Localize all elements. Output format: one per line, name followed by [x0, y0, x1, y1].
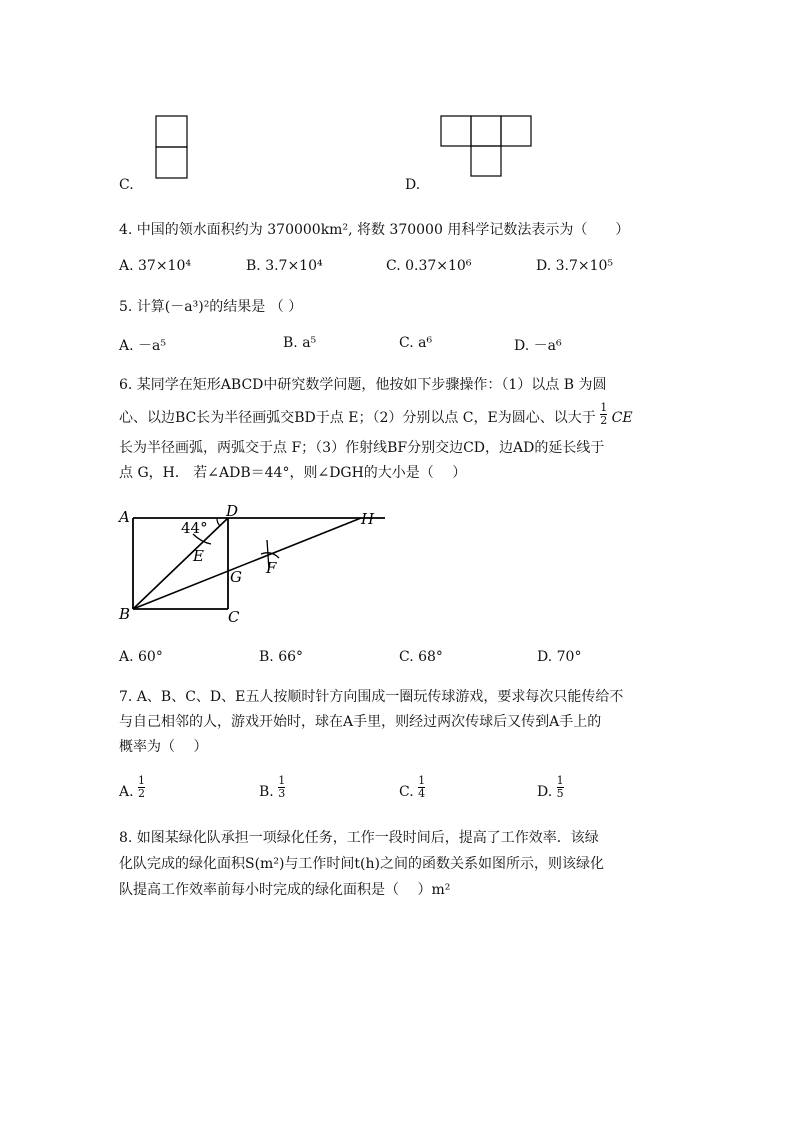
q3-option-c-figure: [155, 115, 189, 181]
q6-label-a: A: [119, 508, 130, 526]
q4-stem: 4. 中国的领水面积约为 370000km², 将数 370000 用科学记数法表示为（ ）: [119, 222, 630, 238]
q5-option-a: A. －a⁵: [119, 338, 166, 354]
q7-option-a: [119, 775, 145, 800]
q7-option-c-fraction: [418, 775, 425, 800]
q6-option-c: C. 68°: [399, 649, 443, 665]
q7-option-a-label: A.: [119, 784, 134, 800]
q4-option-b: B. 3.7×10⁴: [246, 258, 323, 274]
q4-option-d: D. 3.7×10⁵: [536, 258, 614, 274]
q7-option-d: [537, 775, 564, 800]
q6-line-1: 6. 某同学在矩形ABCD中研究数学问题，他按如下步骤操作：（1）以点 B 为圆: [119, 377, 607, 393]
q6-option-b: B. 66°: [259, 649, 304, 665]
q7-option-d-label: D.: [537, 784, 553, 800]
q7-option-c-numerator: 1: [418, 774, 426, 787]
q6-fraction-denominator: 2: [600, 413, 608, 427]
q6-label-e: E: [193, 547, 204, 565]
q6-fraction-numerator: 1: [600, 400, 608, 414]
q6-line-2-end: CE: [611, 410, 633, 426]
q7-option-d-numerator: 1: [556, 774, 564, 787]
q7-option-c-denominator: 4: [418, 787, 426, 800]
q3-option-d-label: D.: [405, 177, 421, 193]
q8-line-2: 化队完成的绿化面积S(m²)与工作时间t(h)之间的函数关系如图所示，则该绿化: [119, 856, 604, 872]
q5-option-b: B. a⁵: [283, 335, 317, 351]
q6-label-d: D: [226, 502, 239, 520]
q7-option-d-denominator: 5: [556, 787, 564, 800]
q3-option-d-figure: [440, 115, 534, 179]
q6-label-h: H: [361, 510, 375, 528]
q6-label-g: G: [230, 568, 242, 586]
q7-line-1: 7. A、B、C、D、E五人按顺时针方向围成一圈玩传球游戏，要求每次只能传给不: [119, 689, 624, 705]
q8-line-3: 队提高工作效率前每小时完成的绿化面积是（ ）m²: [119, 882, 451, 898]
q6-label-b: B: [119, 605, 131, 623]
q6-line-2-text: 心、以边BC长为半径画弧交BD于点 E；（2）分别以点 C，E为圆心、以大于: [119, 410, 596, 426]
q3-option-c-label: C.: [119, 177, 134, 193]
q5-option-d: D. －a⁶: [514, 338, 562, 354]
q6-geometry-figure: [115, 500, 385, 630]
q7-line-3: 概率为（ ）: [119, 739, 208, 755]
q7-option-b-denominator: 3: [278, 787, 286, 800]
q7-option-c-label: C.: [399, 784, 414, 800]
q6-angle-label: 44°: [181, 519, 208, 537]
q6-line-2: [119, 400, 633, 427]
q7-option-c: [399, 775, 425, 800]
q7-option-d-fraction: [557, 775, 564, 800]
q6-option-a: A. 60°: [119, 649, 163, 665]
q5-stem: 5. 计算(－a³)²的结果是 （ ）: [119, 299, 303, 315]
q7-option-b-label: B.: [259, 784, 274, 800]
q6-label-c: C: [228, 608, 240, 626]
q6-label-f: F: [266, 559, 277, 577]
q7-line-2: 与自己相邻的人，游戏开始时，球在A手里，则经过两次传球后又传到A手上的: [119, 714, 602, 730]
q6-option-d: D. 70°: [537, 649, 582, 665]
q6-line-4: 点 G，H． 若∠ADB＝44°，则∠DGH的大小是（ ）: [119, 465, 467, 481]
q7-option-a-denominator: 2: [138, 787, 146, 800]
q4-option-a: A. 37×10⁴: [119, 258, 191, 274]
q6-fraction: [600, 402, 607, 427]
q7-option-b-fraction: [278, 775, 285, 800]
q8-line-1: 8. 如图某绿化队承担一项绿化任务，工作一段时间后，提高了工作效率．该绿: [119, 830, 599, 846]
q7-option-b-numerator: 1: [278, 774, 286, 787]
q7-option-a-fraction: [138, 775, 145, 800]
q6-line-3: 长为半径画弧，两弧交于点 F；（3）作射线BF分别交边CD，边AD的延长线于: [119, 440, 605, 456]
q7-option-b: [259, 775, 285, 800]
q4-option-c: C. 0.37×10⁶: [386, 258, 472, 274]
q5-option-c: C. a⁶: [399, 335, 433, 351]
q7-option-a-numerator: 1: [138, 774, 146, 787]
